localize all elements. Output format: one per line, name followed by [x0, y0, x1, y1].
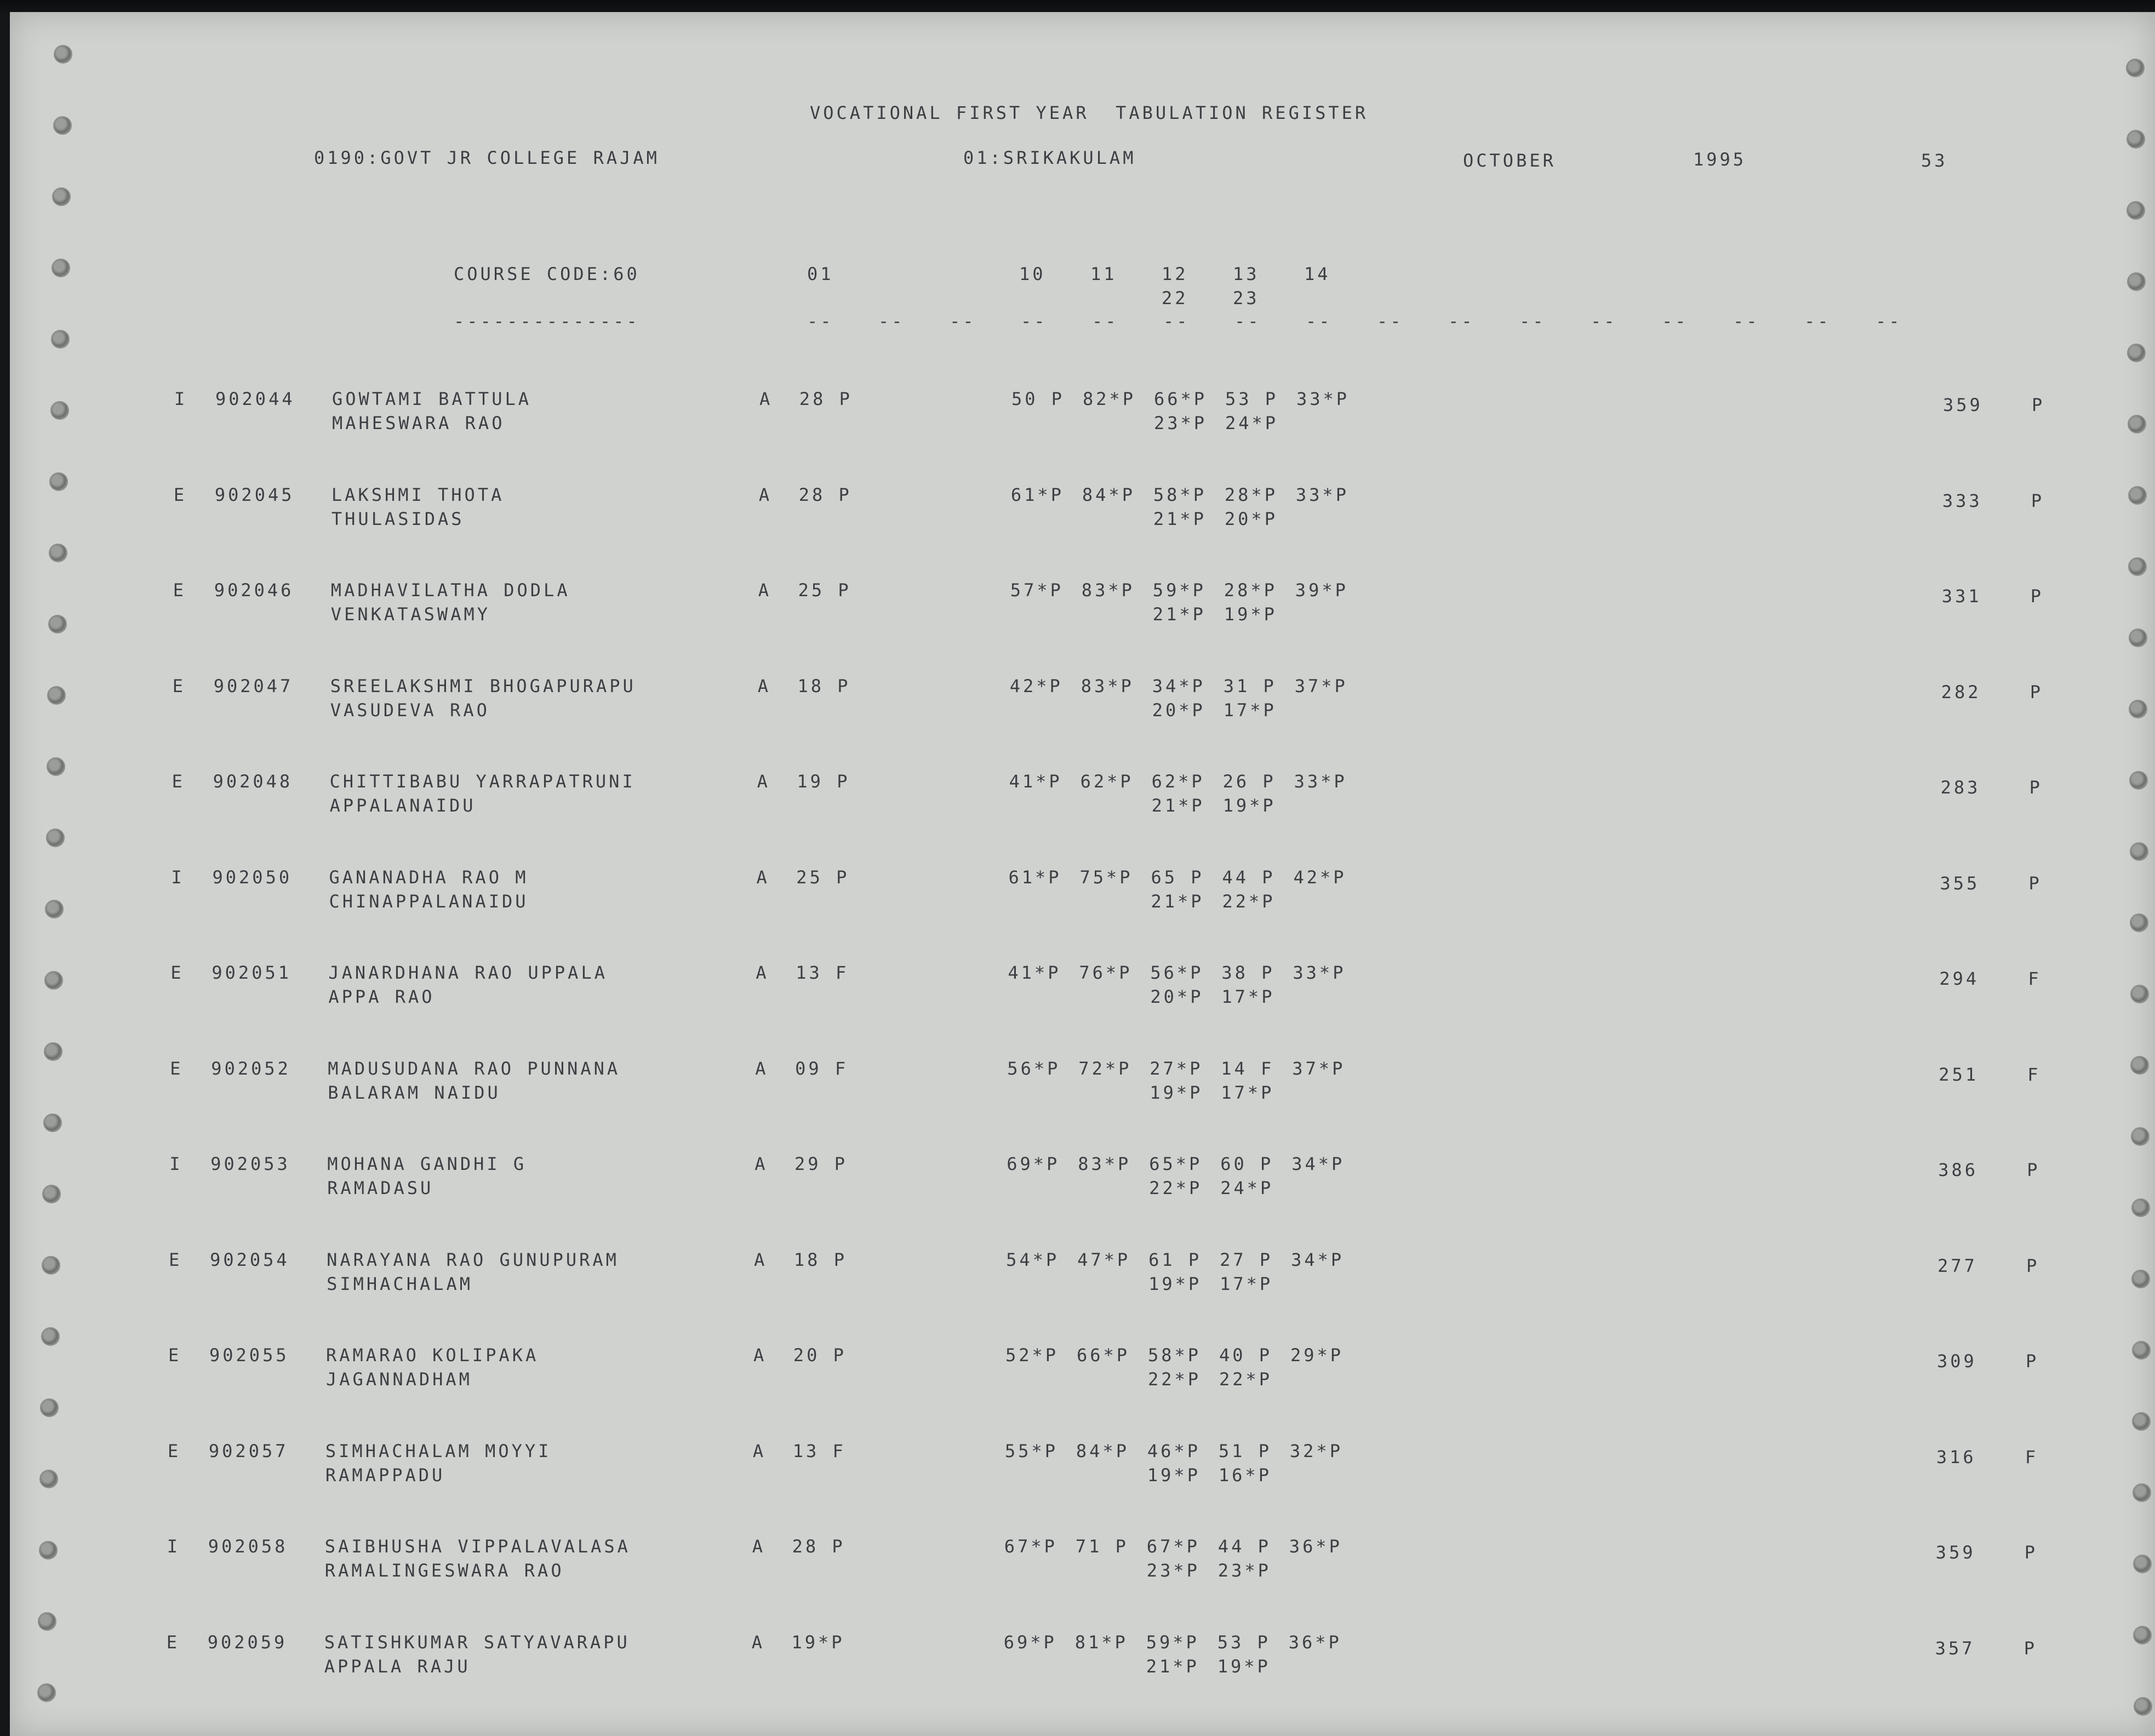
student-name: MADHAVILATHA DODLA [330, 580, 570, 601]
marks-13: 28*P [1224, 580, 1277, 601]
marks-11: 76*P [1079, 962, 1133, 983]
medium-code: E [170, 1058, 184, 1079]
col-head-11: 11 [1090, 264, 1117, 284]
parent-name: THULASIDAS [331, 508, 465, 529]
marks-11: 47*P [1077, 1249, 1131, 1270]
marks-22: 19*P [1150, 1082, 1203, 1103]
medium-code: E [166, 1631, 180, 1653]
marks-12: 59*P [1146, 1631, 1199, 1653]
marks-23: 16*P [1218, 1464, 1272, 1486]
marks-22: 23*P [1154, 413, 1208, 433]
part1-marks: A 19 P [757, 771, 850, 792]
exam-month: OCTOBER [1463, 150, 1556, 171]
sprocket-hole [44, 1042, 62, 1061]
roll-number: 902053 [210, 1153, 290, 1174]
marks-23: 22*P [1219, 1369, 1273, 1390]
marks-22: 22*P [1148, 1369, 1202, 1390]
marks-10: 57*P [1010, 580, 1064, 601]
total-marks: 331 [1941, 586, 1982, 607]
result-status: P [2032, 395, 2045, 415]
total-marks: 386 [1938, 1160, 1978, 1180]
column-dash: -- [1163, 311, 1190, 332]
marks-23: 17*P [1223, 699, 1277, 721]
marks-12: 61 P [1148, 1249, 1202, 1270]
register-sheet [10, 12, 2155, 1736]
parent-name: RAMADASU [327, 1178, 434, 1198]
column-dash: -- [1733, 311, 1760, 332]
marks-14: 33*P [1296, 389, 1350, 409]
marks-10: 42*P [1009, 675, 1063, 696]
sprocket-hole [2126, 59, 2145, 77]
student-name: LAKSHMI THOTA [331, 484, 505, 505]
part1-marks: A 20 P [753, 1345, 847, 1366]
college-name: 0190:GOVT JR COLLEGE RAJAM [314, 147, 660, 168]
marks-11: 82*P [1083, 389, 1136, 409]
marks-23: 19*P [1217, 1655, 1271, 1677]
total-marks: 333 [1942, 490, 1982, 511]
marks-10: 50 P [1011, 389, 1065, 409]
page-number: 53 [1921, 150, 1948, 171]
marks-12: 59*P [1152, 580, 1206, 601]
marks-11: 84*P [1076, 1440, 1129, 1461]
total-marks: 359 [1935, 1542, 1976, 1563]
marks-23: 19*P [1224, 604, 1277, 625]
student-record [10, 677, 2155, 743]
column-dash: -- [1662, 311, 1689, 332]
sprocket-hole [41, 1327, 60, 1346]
parent-name: APPA RAO [328, 986, 435, 1007]
sprocket-hole [2127, 344, 2146, 362]
result-status: P [2030, 586, 2044, 607]
marks-12: 58*P [1153, 484, 1207, 505]
marks-13: 53 P [1217, 1631, 1271, 1653]
total-marks: 309 [1937, 1351, 1977, 1372]
part1-marks: A 18 P [754, 1249, 847, 1270]
marks-12: 66*P [1154, 389, 1208, 409]
marks-14: 37*P [1294, 675, 1348, 696]
roll-number: 902045 [214, 484, 295, 505]
student-record [10, 1251, 2155, 1317]
part1-marks: A 13 F [756, 962, 849, 983]
student-record [10, 1060, 2155, 1126]
marks-22: 21*P [1151, 890, 1204, 912]
column-dash: -- [807, 311, 834, 332]
marks-10: 52*P [1005, 1345, 1059, 1366]
marks-22: 19*P [1147, 1464, 1201, 1486]
marks-23: 24*P [1220, 1178, 1274, 1198]
student-record [10, 390, 2155, 456]
column-dash: -- [950, 311, 976, 332]
sprocket-hole [2127, 130, 2145, 149]
register-title: VOCATIONAL FIRST YEAR TABULATION REGISTER [810, 102, 1369, 123]
column-dash: -- [1876, 311, 1902, 332]
student-name: MADUSUDANA RAO PUNNANA [328, 1058, 621, 1079]
marks-13: 27 P [1220, 1249, 1273, 1270]
marks-12: 58*P [1148, 1345, 1202, 1366]
parent-name: BALARAM NAIDU [328, 1082, 501, 1103]
marks-11: 72*P [1078, 1058, 1132, 1079]
marks-13: 14 F [1221, 1058, 1274, 1079]
col-head-22: 22 [1162, 288, 1188, 309]
column-dash: -- [1448, 311, 1475, 332]
parent-name: APPALA RAJU [324, 1655, 471, 1677]
marks-13: 31 P [1223, 675, 1277, 696]
sprocket-hole [2127, 272, 2146, 291]
parent-name: APPALANAIDU [329, 795, 476, 816]
marks-11: 84*P [1082, 484, 1135, 505]
column-dash: -- [1804, 311, 1831, 332]
marks-13: 44 P [1222, 866, 1276, 888]
medium-code: E [170, 962, 184, 983]
marks-22: 23*P [1146, 1560, 1200, 1581]
column-dash: -- [1519, 311, 1546, 332]
parent-name: RAMALINGESWARA RAO [324, 1560, 564, 1581]
part1-marks: A 25 P [756, 866, 850, 888]
part1-marks: A 25 P [758, 580, 851, 601]
col-head-10: 10 [1019, 264, 1046, 284]
course-code-underline: -------------- [454, 311, 640, 332]
student-record [10, 1346, 2155, 1412]
medium-code: E [173, 580, 187, 601]
result-status: F [2027, 1064, 2041, 1085]
parent-name: JAGANNADHAM [326, 1369, 472, 1390]
marks-13: 60 P [1220, 1153, 1274, 1174]
result-status: F [2028, 968, 2042, 989]
sprocket-hole [2127, 201, 2145, 220]
student-name: GOWTAMI BATTULA [332, 389, 531, 409]
part1-marks: A 19*P [751, 1631, 845, 1653]
roll-number: 902059 [207, 1631, 288, 1653]
marks-12: 56*P [1150, 962, 1204, 983]
result-status: P [2027, 1160, 2040, 1180]
marks-23: 17*P [1221, 986, 1275, 1007]
marks-13: 51 P [1218, 1440, 1272, 1461]
col-head-01: 01 [807, 264, 834, 284]
student-record [10, 1631, 2155, 1699]
marks-23: 17*P [1220, 1273, 1273, 1294]
total-marks: 283 [1940, 777, 1981, 798]
marks-10: 69*P [1007, 1153, 1060, 1174]
marks-11: 75*P [1079, 866, 1133, 888]
marks-10: 56*P [1007, 1058, 1061, 1079]
sprocket-hole [54, 45, 72, 64]
roll-number: 902048 [213, 771, 293, 792]
student-record [10, 1442, 2155, 1508]
marks-13: 28*P [1224, 484, 1278, 505]
part1-marks: A 18 P [757, 675, 851, 696]
marks-12: 27*P [1150, 1058, 1203, 1079]
medium-code: E [168, 1345, 182, 1366]
result-status: F [2025, 1446, 2039, 1467]
medium-code: E [167, 1440, 181, 1461]
marks-14: 34*P [1291, 1153, 1345, 1174]
marks-10: 41*P [1009, 771, 1062, 792]
parent-name: VENKATASWAMY [330, 604, 490, 625]
marks-14: 36*P [1289, 1536, 1342, 1557]
part1-marks: A 28 P [759, 389, 853, 409]
student-name: SIMHACHALAM MOYYI [325, 1440, 552, 1461]
sprocket-hole [2131, 1127, 2150, 1146]
marks-14: 39*P [1295, 580, 1348, 601]
part1-marks: A 09 F [755, 1058, 849, 1079]
total-marks: 282 [1941, 681, 1981, 703]
marks-13: 44 P [1217, 1536, 1271, 1557]
marks-14: 36*P [1288, 1631, 1342, 1653]
roll-number: 902055 [209, 1345, 289, 1366]
medium-code: I [169, 1153, 183, 1174]
course-code: COURSE CODE:60 [454, 264, 640, 284]
parent-name: SIMHACHALAM [327, 1273, 473, 1294]
marks-14: 33*P [1295, 484, 1349, 505]
part1-marks: A 28 P [758, 484, 852, 505]
marks-10: 61*P [1010, 484, 1064, 505]
marks-22: 21*P [1151, 795, 1205, 816]
sprocket-hole [52, 259, 70, 277]
marks-11: 83*P [1081, 580, 1135, 601]
total-marks: 359 [1943, 395, 1983, 415]
column-dash: -- [1591, 311, 1617, 332]
marks-10: 54*P [1006, 1249, 1060, 1270]
total-marks: 251 [1939, 1064, 1979, 1085]
sprocket-hole [51, 330, 70, 349]
parent-name: RAMAPPADU [325, 1464, 445, 1486]
roll-number: 902058 [208, 1536, 288, 1557]
sprocket-hole [2132, 1412, 2151, 1431]
exam-year: 1995 [1693, 149, 1747, 170]
marks-10: 55*P [1004, 1440, 1058, 1461]
marks-22: 22*P [1149, 1178, 1203, 1198]
part1-marks: A 29 P [754, 1153, 848, 1174]
col-head-13: 13 [1233, 264, 1260, 284]
student-record [10, 1155, 2155, 1221]
marks-22: 20*P [1152, 699, 1205, 721]
medium-code: E [173, 484, 187, 505]
total-marks: 357 [1935, 1637, 1975, 1659]
student-record [10, 1538, 2155, 1603]
marks-14: 33*P [1294, 771, 1347, 792]
roll-number: 902047 [213, 675, 294, 696]
marks-23: 24*P [1225, 413, 1279, 433]
marks-14: 29*P [1290, 1345, 1344, 1366]
marks-13: 40 P [1219, 1345, 1273, 1366]
student-name: NARAYANA RAO GUNUPURAM [327, 1249, 619, 1270]
marks-10: 61*P [1008, 866, 1062, 888]
column-dash: -- [1306, 311, 1333, 332]
marks-12: 67*P [1146, 1536, 1200, 1557]
result-status: P [2024, 1542, 2038, 1563]
total-marks: 316 [1936, 1446, 1976, 1467]
district-name: 01:SRIKAKULAM [963, 147, 1136, 168]
marks-11: 83*P [1078, 1153, 1131, 1174]
marks-11: 83*P [1081, 675, 1134, 696]
sprocket-hole [38, 1612, 56, 1631]
roll-number: 902046 [214, 580, 294, 601]
student-name: GANANADHA RAO M [329, 866, 529, 888]
marks-13: 53 P [1225, 389, 1279, 409]
marks-13: 26 P [1222, 771, 1276, 792]
total-marks: 277 [1937, 1255, 1977, 1276]
roll-number: 902054 [210, 1249, 290, 1270]
marks-12: 34*P [1152, 675, 1205, 696]
marks-14: 32*P [1289, 1440, 1343, 1461]
medium-code: I [174, 389, 188, 409]
column-dash: -- [1092, 311, 1119, 332]
roll-number: 902050 [212, 866, 293, 888]
result-status: P [2031, 490, 2045, 511]
sprocket-hole [52, 187, 71, 206]
marks-22: 19*P [1148, 1273, 1202, 1294]
marks-12: 65*P [1149, 1153, 1203, 1174]
marks-10: 69*P [1003, 1631, 1057, 1653]
parent-name: CHINAPPALANAIDU [329, 890, 529, 912]
part1-marks: A 13 F [752, 1440, 846, 1461]
marks-11: 66*P [1077, 1345, 1130, 1366]
marks-10: 41*P [1008, 962, 1061, 983]
marks-22: 21*P [1153, 508, 1207, 529]
medium-code: I [171, 866, 185, 888]
parent-name: MAHESWARA RAO [332, 413, 505, 433]
marks-14: 37*P [1292, 1058, 1346, 1079]
marks-12: 62*P [1151, 771, 1205, 792]
marks-23: 23*P [1217, 1560, 1271, 1581]
marks-11: 81*P [1074, 1631, 1128, 1653]
column-dash: -- [1021, 311, 1048, 332]
column-dash: -- [1377, 311, 1404, 332]
medium-code: I [167, 1536, 181, 1557]
student-record [10, 866, 2155, 934]
marks-23: 17*P [1221, 1082, 1274, 1103]
result-status: P [2026, 1255, 2040, 1276]
result-status: P [2029, 777, 2043, 798]
total-marks: 355 [1940, 872, 1980, 894]
marks-14: 33*P [1293, 962, 1346, 983]
medium-code: E [169, 1249, 182, 1270]
roll-number: 902052 [211, 1058, 291, 1079]
marks-10: 67*P [1004, 1536, 1058, 1557]
result-status: P [2023, 1637, 2037, 1659]
marks-12: 46*P [1147, 1440, 1201, 1461]
sprocket-hole [2128, 557, 2147, 576]
marks-23: 19*P [1222, 795, 1276, 816]
sprocket-hole [53, 116, 72, 135]
marks-22: 21*P [1146, 1655, 1199, 1677]
col-head-23: 23 [1233, 288, 1260, 309]
marks-13: 38 P [1221, 962, 1275, 983]
medium-code: E [172, 675, 186, 696]
part1-marks: A 28 P [752, 1536, 845, 1557]
roll-number: 902057 [208, 1440, 289, 1461]
marks-14: 42*P [1293, 866, 1347, 888]
marks-22: 21*P [1152, 604, 1206, 625]
marks-11: 62*P [1080, 771, 1134, 792]
marks-22: 20*P [1150, 986, 1204, 1007]
student-name: JANARDHANA RAO UPPALA [328, 962, 608, 983]
student-name: SREELAKSHMI BHOGAPURAPU [330, 675, 636, 696]
total-marks: 294 [1939, 968, 1980, 989]
roll-number: 902044 [215, 389, 295, 409]
parent-name: VASUDEVA RAO [330, 699, 490, 721]
student-name: SATISHKUMAR SATYAVARAPU [324, 1631, 630, 1653]
col-head-12: 12 [1162, 264, 1188, 284]
student-record [10, 486, 2155, 552]
marks-11: 71 P [1075, 1536, 1129, 1557]
student-name: MOHANA GANDHI G [327, 1153, 527, 1174]
student-name: CHITTIBABU YARRAPATRUNI [329, 771, 636, 792]
roll-number: 902051 [212, 962, 291, 983]
col-head-14: 14 [1304, 264, 1331, 284]
result-status: P [2028, 872, 2042, 894]
marks-23: 22*P [1222, 890, 1276, 912]
marks-23: 20*P [1224, 508, 1278, 529]
column-dash: -- [1234, 311, 1261, 332]
result-status: P [2026, 1351, 2039, 1372]
medium-code: E [172, 771, 185, 792]
sprocket-hole [2130, 842, 2148, 861]
student-record [10, 581, 2155, 647]
student-record [10, 964, 2155, 1030]
sprocket-hole [2134, 1697, 2152, 1716]
marks-14: 34*P [1291, 1249, 1345, 1270]
student-name: SAIBHUSHA VIPPALAVALASA [324, 1536, 631, 1557]
result-status: P [2030, 681, 2043, 703]
student-name: RAMARAO KOLIPAKA [326, 1345, 539, 1366]
student-record [10, 773, 2155, 838]
column-dash: -- [878, 311, 905, 332]
marks-12: 65 P [1151, 866, 1204, 888]
